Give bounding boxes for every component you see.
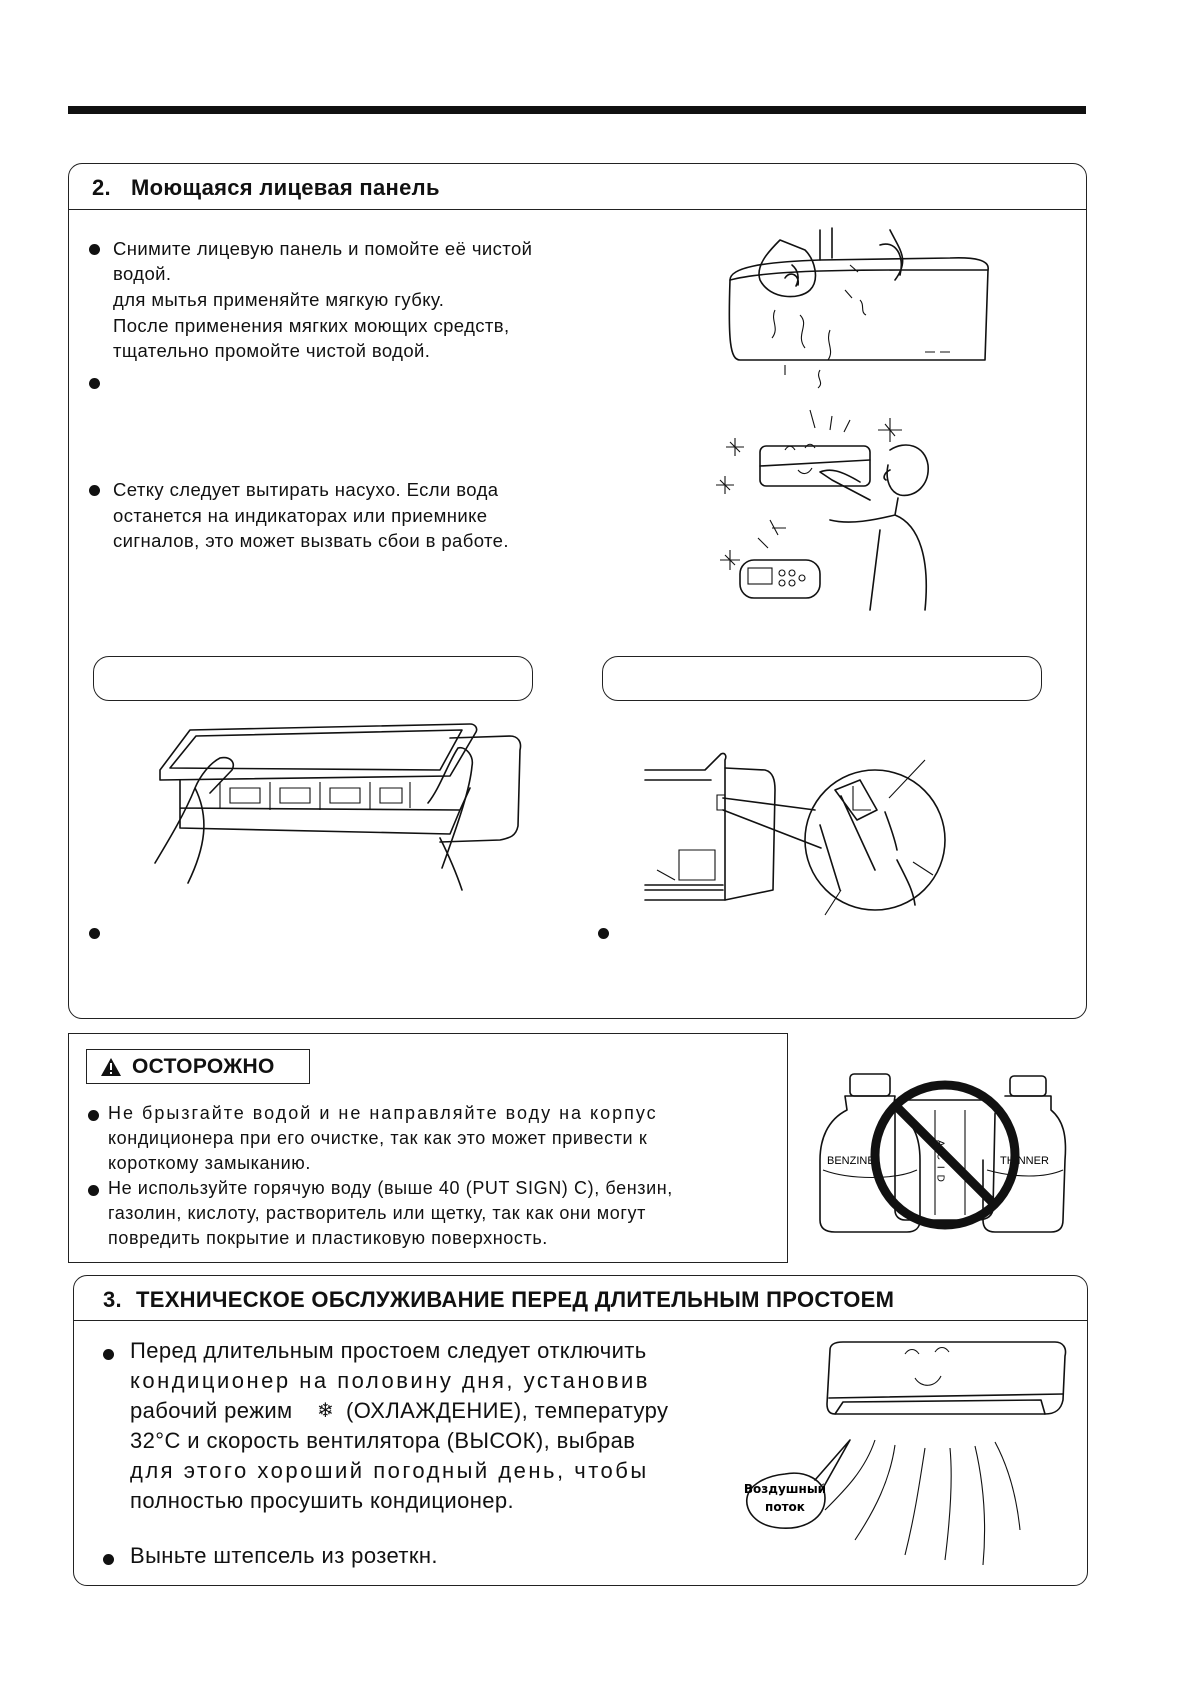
- maintenance-line-5: для этого хороший погодный день, чтобы: [130, 1458, 649, 1483]
- prohibited-chemicals-illustration: [815, 1070, 1065, 1235]
- thinner-label: THINNER: [1000, 1155, 1049, 1167]
- section-2-title: Моющаяся лицевая панель: [131, 175, 440, 200]
- benzine-label: BENZINE: [827, 1155, 875, 1167]
- section-3-number: 3.: [103, 1287, 122, 1312]
- bullet-empty: [89, 378, 100, 389]
- caution-title: ОСТОРОЖНО: [132, 1055, 275, 1078]
- maintenance-line-1: Перед длительным простоем следует отключить: [130, 1338, 647, 1363]
- wash-instructions-line-4: После применения мягких моющих средств,: [113, 315, 510, 336]
- wiping-unit-illustration: [720, 410, 940, 610]
- open-panel-illustration: [140, 718, 520, 893]
- caution-item-1-line-3: короткому замыканию.: [108, 1153, 311, 1173]
- dry-instructions-line-2: останется на индикаторах или приемнике: [113, 505, 488, 526]
- bullet: [89, 244, 100, 255]
- bullet: [88, 1185, 99, 1196]
- bullet: [103, 1554, 114, 1565]
- airflow-label-line-2: поток: [765, 1500, 805, 1514]
- acid-label: ACID: [934, 1140, 946, 1188]
- bullet-empty: [598, 928, 609, 939]
- panel-hinge-detail-illustration: [645, 740, 945, 915]
- snowflake-cool-icon: ❄: [317, 1400, 335, 1422]
- washing-panel-illustration: [700, 220, 1000, 390]
- top-rule: [68, 106, 1086, 114]
- dry-instructions-line-1: Сетку следует вытирать насухо. Если вода: [113, 479, 499, 500]
- section-3-title: ТЕХНИЧЕСКОЕ ОБСЛУЖИВАНИЕ ПЕРЕД ДЛИТЕЛЬНЫМ ПРОСТОЕМ: [136, 1287, 895, 1312]
- wash-instructions-line-5: тщательно промойте чистой водой.: [113, 340, 431, 361]
- bullet: [88, 1110, 99, 1121]
- caution-item-2-line-2: газолин, кислоту, растворитель или щетку, так как они могут: [108, 1203, 646, 1223]
- bullet-empty: [89, 928, 100, 939]
- subheading-box-right: [602, 656, 1042, 701]
- wash-instructions-line-2: водой.: [113, 263, 172, 284]
- caution-item-2-line-3: повредить покрытие и пластиковую поверхность.: [108, 1228, 548, 1248]
- bullet: [103, 1349, 114, 1360]
- maintenance-line-3b: (ОХЛАЖДЕНИЕ), температуру: [346, 1398, 669, 1423]
- wash-instructions-line-3: для мытья применяйте мягкую губку.: [113, 289, 445, 310]
- bullet: [89, 485, 100, 496]
- maintenance-line-3a: рабочий режим: [130, 1398, 293, 1423]
- section-2-number: 2.: [92, 175, 111, 200]
- caution-item-1-line-1: Не брызгайте водой и не направляйте воду на корпус: [108, 1103, 658, 1123]
- warning-triangle-icon: [100, 1057, 122, 1077]
- airflow-unit-illustration: [725, 1330, 1065, 1570]
- maintenance-line-6: полностью просушить кондиционер.: [130, 1488, 515, 1513]
- airflow-label-line-1: Воздушный: [743, 1482, 827, 1496]
- unplug-instruction: Выньте штепсель из розеткн.: [130, 1543, 438, 1568]
- caution-item-1-line-2: кондиционера при его очистке, так как это может привести к: [108, 1128, 648, 1148]
- wash-instructions-line-1: Снимите лицевую панель и помойте её чистой: [113, 238, 533, 259]
- maintenance-line-4: 32°C и скорость вентилятора (ВЫСОК), выбрав: [130, 1428, 636, 1453]
- subheading-box-left: [93, 656, 533, 701]
- caution-item-2-line-1: Не используйте горячую воду (выше 40 (PUT SIGN) C), бензин,: [108, 1178, 673, 1198]
- maintenance-line-2: кондиционер на половину дня, установив: [130, 1368, 650, 1393]
- dry-instructions-line-3: сигналов, это может вызвать сбои в работе.: [113, 530, 509, 551]
